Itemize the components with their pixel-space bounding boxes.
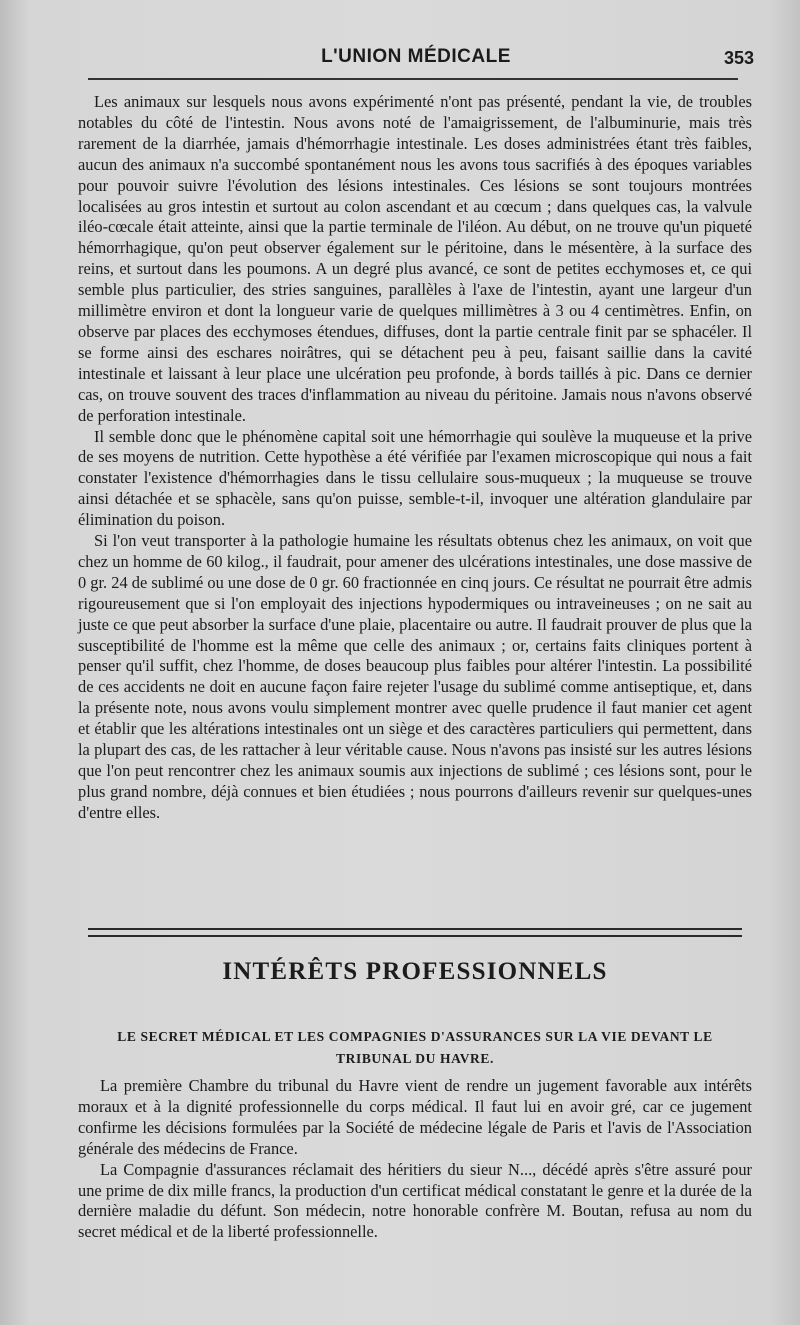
article-body <box>78 92 752 824</box>
article-title: LE SECRET MÉDICAL ET LES COMPAGNIES D'ASSURANCES SUR LA VIE DEVANT LE TRIBUNAL DU HAVRE. <box>117 1029 713 1066</box>
section-title: INTÉRÊTS PROFESSIONNELS <box>222 958 608 985</box>
paragraph: La première Chambre du tribunal du Havre vient de rendre un jugement favorable aux intérêts moraux et à la dignité professionnelle du corps médical. Il faut lui en avoir gré, car ce jugement confirme les décisions formulées par la Société de médecine légale de Paris et l'avis de l'Association générale des médecins de France. <box>78 1076 752 1158</box>
section-divider <box>88 928 742 937</box>
paragraph: Les animaux sur lesquels nous avons expérimenté n'ont pas présenté, pendant la vie, de troubles notables du côté de l'intestin. Nous avons noté de l'amaigrissement, de l'albuminurie, mais très rarement de la diarrhée, jamais d'hémorrhagie intestinale. Les doses administrées étant très faibles, aucun des animaux n'a succombé spontanément nous les avons tous sacrifiés à des époques variables pour pouvoir suivre l'évolution des lésions intestinales. Ces lésions se sont toujours montrées localisées au gros intestin et surtout au colon ascendant et au cœcum ; dans quelques cas, la valvule iléo-cœcale était atteinte, ainsi que la partie terminale de l'iléon. Au début, on ne trouve qu'un piqueté hémorrhagique, qu'on peut observer également sur le péritoine, dans le mésentère, à la surface des reins, et surtout dans les poumons. A un degré plus avancé, ce sont de petites ecchymoses et, ce qui semble plus particulier, des stries sanguines, parallèles à l'axe de l'intestin, ayant une largeur d'un millimètre environ et dont la longueur varie de quelques millimètres à 3 ou 4 centimètres. Enfin, on observe par places des ecchymoses étendues, diffuses, dont la partie centrale finit par se sphacéler. Il se forme ainsi des eschares noirâtres, qui se détachent peu à peu, faisant saillie dans la cavité intestinale et laissant à leur place une ulcération peu profonde, à bords taillés à pic. Dans ce dernier cas, on trouve souvent des traces d'inflammation au niveau du péritoine. Jamais nous n'avons observé de perforation intestinale. <box>78 92 752 425</box>
article-text <box>78 1076 752 1243</box>
header-rule <box>88 78 738 80</box>
running-head <box>78 46 754 74</box>
paragraph: La Compagnie d'assurances réclamait des héritiers du sieur N..., décédé après s'être assuré pour une prime de dix mille francs, la production d'un certificat médical constatant le genre et la durée de la dernière maladie du défunt. Son médecin, notre honorable confrère M. Boutan, refusa au nom du secret médical et de la liberté professionnelle. <box>78 1159 752 1242</box>
journal-title: L'UNION MÉDICALE <box>321 46 511 67</box>
paragraph: Si l'on veut transporter à la pathologie humaine les résultats obtenus chez les animaux, on voit que chez un homme de 60 kilog., il faudrait, pour amener des ulcérations intestinales, une dose massive de 0 gr. 24 de sublimé ou une dose de 0 gr. 60 fractionnée en cinq jours. Ce résultat ne pourrait être admis rigoureusement que si l'on employait des injections hypodermiques ou intraveineuses ; on ne sait au juste ce que peut absorber la surface d'une plaie, placentaire ou autre. Il faudrait prouver de plus que la susceptibilité de l'homme est la même que celle des animaux ; or, certains faits cliniques portent à penser qu'il suffit, chez l'homme, de doses beaucoup plus faibles pour altérer l'intestin. La possibilité de ces accidents ne doit en aucune façon faire rejeter l'usage du sublimé comme antiseptique, et, dans la présente note, nous avons voulu simplement montrer avec quelle prudence il faut manier cet agent et établir que les altérations intestinales ont un siège et des caractères particuliers qui permettent, dans la plupart des cas, de les rattacher à leur véritable cause. Nous n'avons pas insisté sur les autres lésions que l'on peut rencontrer chez les animaux soumis aux injections de sublimé ; ces lésions sont, pour le plus grand nombre, déjà connues et bien étudiées ; nous pourrons d'ailleurs revenir sur quelques-unes d'entre elles. <box>78 531 752 822</box>
page-number: 353 <box>723 48 754 68</box>
paragraph: Il semble donc que le phénomène capital soit une hémorrhagie qui soulève la muqueuse et la prive de ses moyens de nutrition. Cette hypothèse a été vérifiée par l'examen microscopique qui nous a fait constater l'existence d'hémorrhagies dans le tissu cellulaire sous-muqueux ; la muqueuse se trouve ainsi détachée et se sphacèle, sans qu'on puisse, semble-t-il, invoquer une altération glandulaire par élimination du poison. <box>78 426 752 530</box>
